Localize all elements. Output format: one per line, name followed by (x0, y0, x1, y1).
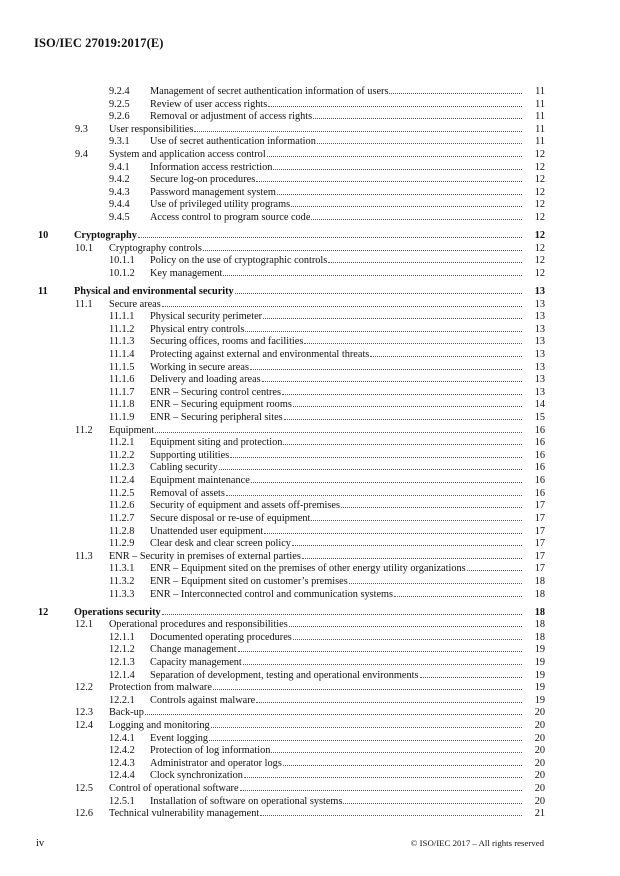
toc-entry-number: 10.1.2 (109, 267, 135, 279)
toc-entry[interactable] (0, 86, 620, 99)
toc-entry[interactable] (0, 576, 620, 589)
toc-dot-leader (304, 343, 522, 344)
toc-entry-number: 12.1.1 (109, 631, 135, 643)
toc-entry-page: 12 (534, 174, 545, 186)
toc-entry-title: Working in secure areas (150, 361, 249, 373)
toc-entry-title: ENR – Equipment sited on customer’s premises (150, 575, 348, 587)
toc-entry-title: Controls against malware (150, 694, 256, 706)
toc-entry-title: Back-up (109, 707, 144, 719)
toc-entry[interactable] (0, 526, 620, 539)
toc-entry-title: Cryptography controls (109, 242, 202, 254)
toc-entry[interactable] (0, 733, 620, 746)
toc-entry[interactable] (0, 255, 620, 268)
toc-entry-title: Operations security (74, 606, 161, 618)
toc-entry[interactable] (0, 607, 620, 620)
toc-entry-title: Secure areas (109, 298, 161, 310)
toc-entry[interactable] (0, 268, 620, 281)
toc-entry-page: 19 (534, 656, 545, 668)
toc-entry-number: 9.4.3 (109, 186, 130, 198)
toc-entry-number: 11.2.4 (109, 475, 135, 487)
toc-entry-title: ENR – Equipment sited on the premises of other energy utility organizations (150, 563, 466, 575)
toc-entry-page: 12 (534, 161, 545, 173)
toc-entry-number: 10.1.1 (109, 255, 135, 267)
toc-entry-title: Securing offices, rooms and facilities (150, 336, 304, 348)
toc-entry[interactable] (0, 324, 620, 337)
toc-entry-title: Use of privileged utility programs (150, 199, 291, 211)
toc-dot-leader (203, 250, 522, 251)
toc-entry-number: 12.4.1 (109, 732, 135, 744)
toc-dot-leader (243, 664, 522, 665)
toc-entry-page: 11 (535, 98, 545, 110)
toc-entry-number: 11.1.6 (109, 374, 135, 386)
toc-entry[interactable] (0, 450, 620, 463)
toc-entry-number: 11.2.5 (109, 487, 135, 499)
toc-entry[interactable] (0, 187, 620, 200)
toc-entry-title: Clear desk and clear screen policy (150, 538, 291, 550)
toc-entry[interactable] (0, 311, 620, 324)
toc-dot-leader (138, 237, 522, 238)
toc-entry-title: Installation of software on operational systems (150, 795, 343, 807)
toc-entry[interactable] (0, 796, 620, 809)
toc-entry-page: 11 (535, 111, 545, 123)
toc-entry-page: 11 (535, 123, 545, 135)
toc-entry-page: 16 (534, 475, 545, 487)
toc-entry-page: 17 (534, 550, 545, 562)
toc-entry[interactable] (0, 551, 620, 564)
toc-entry-number: 11.2 (75, 424, 93, 436)
toc-entry-number: 9.4.5 (109, 212, 130, 224)
toc-entry-title: Secure log-on procedures (150, 174, 256, 186)
toc-dot-leader (394, 596, 522, 597)
toc-dot-leader (256, 702, 522, 703)
toc-dot-leader (155, 432, 522, 433)
toc-entry[interactable] (0, 462, 620, 475)
toc-entry-page: 17 (534, 500, 545, 512)
toc-entry-title: User responsibilities (109, 123, 194, 135)
toc-entry-title: Removal or adjustment of access rights (150, 111, 313, 123)
toc-entry[interactable] (0, 387, 620, 400)
toc-entry-page: 12 (534, 255, 545, 267)
toc-entry[interactable] (0, 488, 620, 501)
toc-entry-title: Protection from malware (109, 682, 212, 694)
page-number: iv (36, 838, 45, 849)
toc-entry-number: 9.4 (75, 149, 88, 161)
toc-entry-page: 12 (534, 186, 545, 198)
toc-dot-leader (328, 262, 522, 263)
toc-entry[interactable] (0, 513, 620, 526)
toc-dot-leader (341, 507, 522, 508)
toc-entry[interactable] (0, 563, 620, 576)
toc-entry-title: ENR – Securing peripheral sites (150, 412, 283, 424)
toc-entry-title: Access control to program source code (150, 212, 311, 224)
toc-entry-title: Supporting utilities (150, 449, 230, 461)
toc-entry-number: 11.3.2 (109, 575, 135, 587)
toc-dot-leader (230, 457, 522, 458)
toc-entry-title: Administrator and operator logs (150, 757, 282, 769)
toc-entry-page: 18 (534, 619, 545, 631)
toc-entry-title: Control of operational software (109, 783, 239, 795)
toc-entry-page: 20 (534, 745, 545, 757)
toc-entry-number: 11.1.1 (109, 311, 135, 323)
toc-dot-leader (244, 777, 522, 778)
toc-dot-leader (389, 93, 522, 94)
toc-entry-page: 12 (534, 199, 545, 211)
toc-entry-title: Physical and environmental security (74, 285, 234, 297)
toc-entry-page: 20 (534, 770, 545, 782)
toc-entry-page: 13 (534, 285, 545, 297)
toc-entry[interactable] (0, 770, 620, 783)
toc-entry[interactable] (0, 682, 620, 695)
toc-entry[interactable] (0, 174, 620, 187)
toc-entry-number: 11.2.2 (109, 449, 135, 461)
toc-entry-number: 12.1.4 (109, 669, 135, 681)
toc-entry[interactable] (0, 475, 620, 488)
toc-entry[interactable] (0, 745, 620, 758)
toc-dot-leader (263, 318, 522, 319)
toc-entry-number: 11.1.2 (109, 323, 135, 335)
toc-dot-leader (238, 651, 522, 652)
toc-entry[interactable] (0, 124, 620, 137)
toc-entry-title: Cryptography (74, 230, 137, 242)
toc-entry[interactable] (0, 149, 620, 162)
toc-entry[interactable] (0, 538, 620, 551)
toc-dot-leader (467, 570, 522, 571)
toc-entry-page: 21 (534, 808, 545, 820)
toc-dot-leader (293, 639, 522, 640)
toc-entry[interactable] (0, 136, 620, 149)
toc-entry-page: 12 (534, 230, 545, 242)
toc-entry-title: Delivery and loading areas (150, 374, 261, 386)
toc-dot-leader (277, 194, 522, 195)
toc-entry-title: Change management (150, 644, 237, 656)
toc-dot-leader (293, 406, 522, 407)
toc-dot-leader (267, 156, 522, 157)
toc-entry-page: 12 (534, 212, 545, 224)
toc-entry-number: 9.4.1 (109, 161, 130, 173)
toc-entry-number: 12.2.1 (109, 694, 135, 706)
toc-entry-number: 11.1 (75, 298, 93, 310)
toc-entry-page: 20 (534, 732, 545, 744)
toc-entry-number: 9.2.4 (109, 86, 130, 97)
toc-dot-leader (268, 106, 522, 107)
toc-entry-title: Equipment maintenance (150, 475, 250, 487)
toc-dot-leader (302, 558, 522, 559)
toc-dot-leader (291, 206, 522, 207)
toc-dot-leader (209, 740, 522, 741)
toc-entry-page: 18 (534, 588, 545, 600)
toc-entry[interactable] (0, 783, 620, 796)
toc-entry[interactable] (0, 349, 620, 362)
toc-entry-page: 19 (534, 669, 545, 681)
toc-entry-number: 9.3 (75, 123, 88, 135)
toc-entry-page: 19 (534, 694, 545, 706)
toc-entry-title: Logging and monitoring (109, 720, 210, 732)
toc-entry-number: 10.1 (75, 242, 94, 254)
toc-entry[interactable] (0, 589, 620, 602)
toc-entry[interactable] (0, 243, 620, 256)
toc-entry[interactable] (0, 707, 620, 720)
toc-entry-number: 11.1.4 (109, 348, 135, 360)
toc-entry-number: 9.4.4 (109, 199, 130, 211)
toc-entry[interactable] (0, 670, 620, 683)
toc-entry[interactable] (0, 808, 620, 821)
toc-entry[interactable] (0, 399, 620, 412)
toc-dot-leader (349, 583, 522, 584)
toc-dot-leader (245, 331, 522, 332)
toc-dot-leader (343, 803, 522, 804)
toc-entry-title: Unattended user equipment (150, 525, 264, 537)
toc-entry-number: 11.1.3 (109, 336, 135, 348)
toc-entry[interactable] (0, 644, 620, 657)
toc-entry-number: 12.4.4 (109, 770, 135, 782)
toc-entry-number: 12.1.2 (109, 644, 135, 656)
toc-entry-page: 20 (534, 720, 545, 732)
toc-entry-title: Information access restriction (150, 161, 273, 173)
toc-entry-title: Policy on the use of cryptographic controls (150, 255, 328, 267)
toc-dot-leader (240, 790, 522, 791)
toc-entry-number: 11.2.7 (109, 512, 135, 524)
toc-entry[interactable] (0, 619, 620, 632)
toc-dot-leader (213, 689, 522, 690)
toc-entry-number: 10 (38, 230, 49, 242)
toc-entry-number: 12 (38, 606, 49, 618)
toc-dot-leader (264, 533, 522, 534)
toc-entry-title: Operational procedures and responsibilities (109, 619, 288, 631)
toc-dot-leader (311, 219, 522, 220)
toc-entry-number: 11.3.1 (109, 563, 135, 575)
toc-entry-number: 12.4.2 (109, 745, 135, 757)
toc-entry-number: 12.5 (75, 783, 94, 795)
toc-entry-title: Key management (150, 267, 223, 279)
toc-dot-leader (284, 419, 522, 420)
toc-dot-leader (273, 169, 522, 170)
toc-entry-page: 13 (534, 361, 545, 373)
toc-dot-leader (145, 714, 522, 715)
toc-entry[interactable] (0, 695, 620, 708)
toc-entry-number: 12.2 (75, 682, 94, 694)
toc-dot-leader (317, 143, 522, 144)
toc-entry-title: Documented operating procedures (150, 631, 292, 643)
toc-entry-number: 12.6 (75, 808, 94, 820)
toc-entry-title: Technical vulnerability management (109, 808, 260, 820)
toc-entry-title: Secure disposal or re-use of equipment (150, 512, 311, 524)
toc-entry-page: 13 (534, 298, 545, 310)
toc-dot-leader (289, 626, 522, 627)
toc-entry-number: 11.3.3 (109, 588, 135, 600)
toc-entry-page: 17 (534, 563, 545, 575)
toc-entry-number: 11.2.8 (109, 525, 135, 537)
toc-entry-number: 12.3 (75, 707, 94, 719)
toc-entry-number: 11.1.8 (109, 399, 135, 411)
toc-entry-page: 15 (534, 412, 545, 424)
toc-entry-page: 18 (534, 606, 545, 618)
toc-entry-number: 12.4.3 (109, 757, 135, 769)
toc-entry-title: Security of equipment and assets off-premises (150, 500, 340, 512)
toc-entry[interactable] (0, 632, 620, 645)
toc-entry-number: 11.2.9 (109, 538, 135, 550)
toc-entry-page: 16 (534, 462, 545, 474)
toc-entry-title: Password management system (150, 186, 276, 198)
toc-entry[interactable] (0, 162, 620, 175)
toc-entry-page: 17 (534, 525, 545, 537)
toc-entry[interactable] (0, 374, 620, 387)
toc-dot-leader (256, 181, 522, 182)
toc-dot-leader (162, 614, 522, 615)
toc-entry-number: 12.4 (75, 720, 94, 732)
toc-entry-page: 13 (534, 323, 545, 335)
toc-entry-title: Equipment siting and protection (150, 437, 283, 449)
toc-entry-title: Use of secret authentication information (150, 136, 316, 148)
toc-dot-leader (292, 545, 522, 546)
toc-entry-number: 12.1.3 (109, 656, 135, 668)
toc-entry-page: 16 (534, 487, 545, 499)
toc-entry-number: 11.2.3 (109, 462, 135, 474)
toc-entry-title: Management of secret authentication information of users (150, 86, 389, 97)
toc-entry[interactable] (0, 111, 620, 124)
toc-entry-page: 12 (534, 149, 545, 161)
toc-entry-number: 11.2.6 (109, 500, 135, 512)
toc-entry[interactable] (0, 212, 620, 225)
toc-entry-title: ENR – Security in premises of external parties (109, 550, 301, 562)
toc-entry[interactable] (0, 199, 620, 212)
toc-entry-page: 20 (534, 795, 545, 807)
toc-entry-title: Equipment (109, 424, 155, 436)
toc-dot-leader (283, 765, 522, 766)
toc-dot-leader (223, 275, 522, 276)
toc-entry-number: 11.1.5 (109, 361, 135, 373)
toc-entry-number: 9.3.1 (109, 136, 130, 148)
toc-entry-page: 17 (534, 512, 545, 524)
toc-entry-title: Event logging (150, 732, 209, 744)
toc-entry-page: 19 (534, 682, 545, 694)
toc-entry-page: 18 (534, 575, 545, 587)
toc-entry-title: Physical security perimeter (150, 311, 263, 323)
toc-dot-leader (211, 727, 522, 728)
toc-entry-page: 20 (534, 707, 545, 719)
toc-entry-page: 18 (534, 631, 545, 643)
toc-entry[interactable] (0, 299, 620, 312)
toc-entry-page: 13 (534, 386, 545, 398)
toc-dot-leader (271, 752, 522, 753)
toc-entry-number: 11.1.9 (109, 412, 135, 424)
toc-entry-page: 13 (534, 374, 545, 386)
toc-entry-title: Protection of log information (150, 745, 271, 757)
toc-entry-number: 12.5.1 (109, 795, 135, 807)
toc-dot-leader (260, 815, 522, 816)
toc-entry[interactable] (0, 286, 620, 299)
toc-dot-leader (313, 118, 522, 119)
toc-entry-title: Removal of assets (150, 487, 225, 499)
toc-entry-title: Separation of development, testing and operational environments (150, 669, 419, 681)
toc-entry[interactable] (0, 720, 620, 733)
toc-entry-page: 17 (534, 538, 545, 550)
toc-entry-title: Capacity management (150, 656, 242, 668)
toc-entry-number: 11 (38, 285, 48, 297)
toc-dot-leader (219, 469, 522, 470)
toc-entry-number: 11.1.7 (109, 386, 135, 398)
toc-entry-page: 11 (535, 86, 545, 97)
toc-entry[interactable] (0, 657, 620, 670)
document-header: ISO/IEC 27019:2017(E) (34, 36, 164, 50)
toc-entry-number: 11.3 (75, 550, 93, 562)
copyright-notice: © ISO/IEC 2017 – All rights reserved (410, 838, 544, 848)
toc-entry-title: Cabling security (150, 462, 218, 474)
toc-entry-page: 16 (534, 424, 545, 436)
toc-entry-number: 9.2.5 (109, 98, 130, 110)
toc-entry-page: 13 (534, 336, 545, 348)
toc-entry-page: 11 (535, 136, 545, 148)
toc-entry[interactable] (0, 758, 620, 771)
toc-entry-number: 11.2.1 (109, 437, 135, 449)
toc-entry-number: 9.4.2 (109, 174, 130, 186)
toc-entry[interactable] (0, 99, 620, 112)
table-of-contents (0, 86, 620, 821)
toc-dot-leader (162, 306, 522, 307)
toc-entry-page: 14 (534, 399, 545, 411)
toc-dot-leader (226, 495, 522, 496)
toc-dot-leader (194, 131, 522, 132)
toc-entry-page: 19 (534, 644, 545, 656)
toc-dot-leader (282, 394, 522, 395)
toc-entry-page: 20 (534, 757, 545, 769)
toc-dot-leader (420, 677, 522, 678)
toc-entry[interactable] (0, 425, 620, 438)
toc-entry[interactable] (0, 336, 620, 349)
toc-entry-page: 16 (534, 449, 545, 461)
toc-entry[interactable] (0, 412, 620, 425)
toc-dot-leader (235, 293, 522, 294)
toc-entry-title: System and application access control (109, 149, 266, 161)
toc-entry-number: 12.1 (75, 619, 94, 631)
toc-entry-title: Review of user access rights (150, 98, 268, 110)
toc-entry-page: 13 (534, 311, 545, 323)
toc-dot-leader (251, 482, 522, 483)
toc-entry-title: ENR – Securing equipment rooms (150, 399, 292, 411)
toc-entry-title: ENR – Securing control centres (150, 386, 281, 398)
toc-entry-page: 13 (534, 348, 545, 360)
toc-entry-number: 9.2.6 (109, 111, 130, 123)
toc-entry[interactable] (0, 500, 620, 513)
toc-entry[interactable] (0, 230, 620, 243)
toc-dot-leader (370, 356, 522, 357)
toc-entry-title: Protecting against external and environmental threats (150, 348, 370, 360)
toc-entry[interactable] (0, 362, 620, 375)
toc-entry-title: Clock synchronization (150, 770, 243, 782)
toc-entry-page: 12 (534, 267, 545, 279)
toc-entry-page: 16 (534, 437, 545, 449)
toc-entry-page: 12 (534, 242, 545, 254)
toc-entry[interactable] (0, 437, 620, 450)
toc-entry-title: ENR – Interconnected control and communication systems (150, 588, 394, 600)
toc-dot-leader (262, 381, 522, 382)
toc-entry-page: 20 (534, 783, 545, 795)
toc-entry-title: Physical entry controls (150, 323, 245, 335)
toc-dot-leader (283, 444, 522, 445)
toc-dot-leader (311, 520, 522, 521)
toc-dot-leader (250, 369, 522, 370)
